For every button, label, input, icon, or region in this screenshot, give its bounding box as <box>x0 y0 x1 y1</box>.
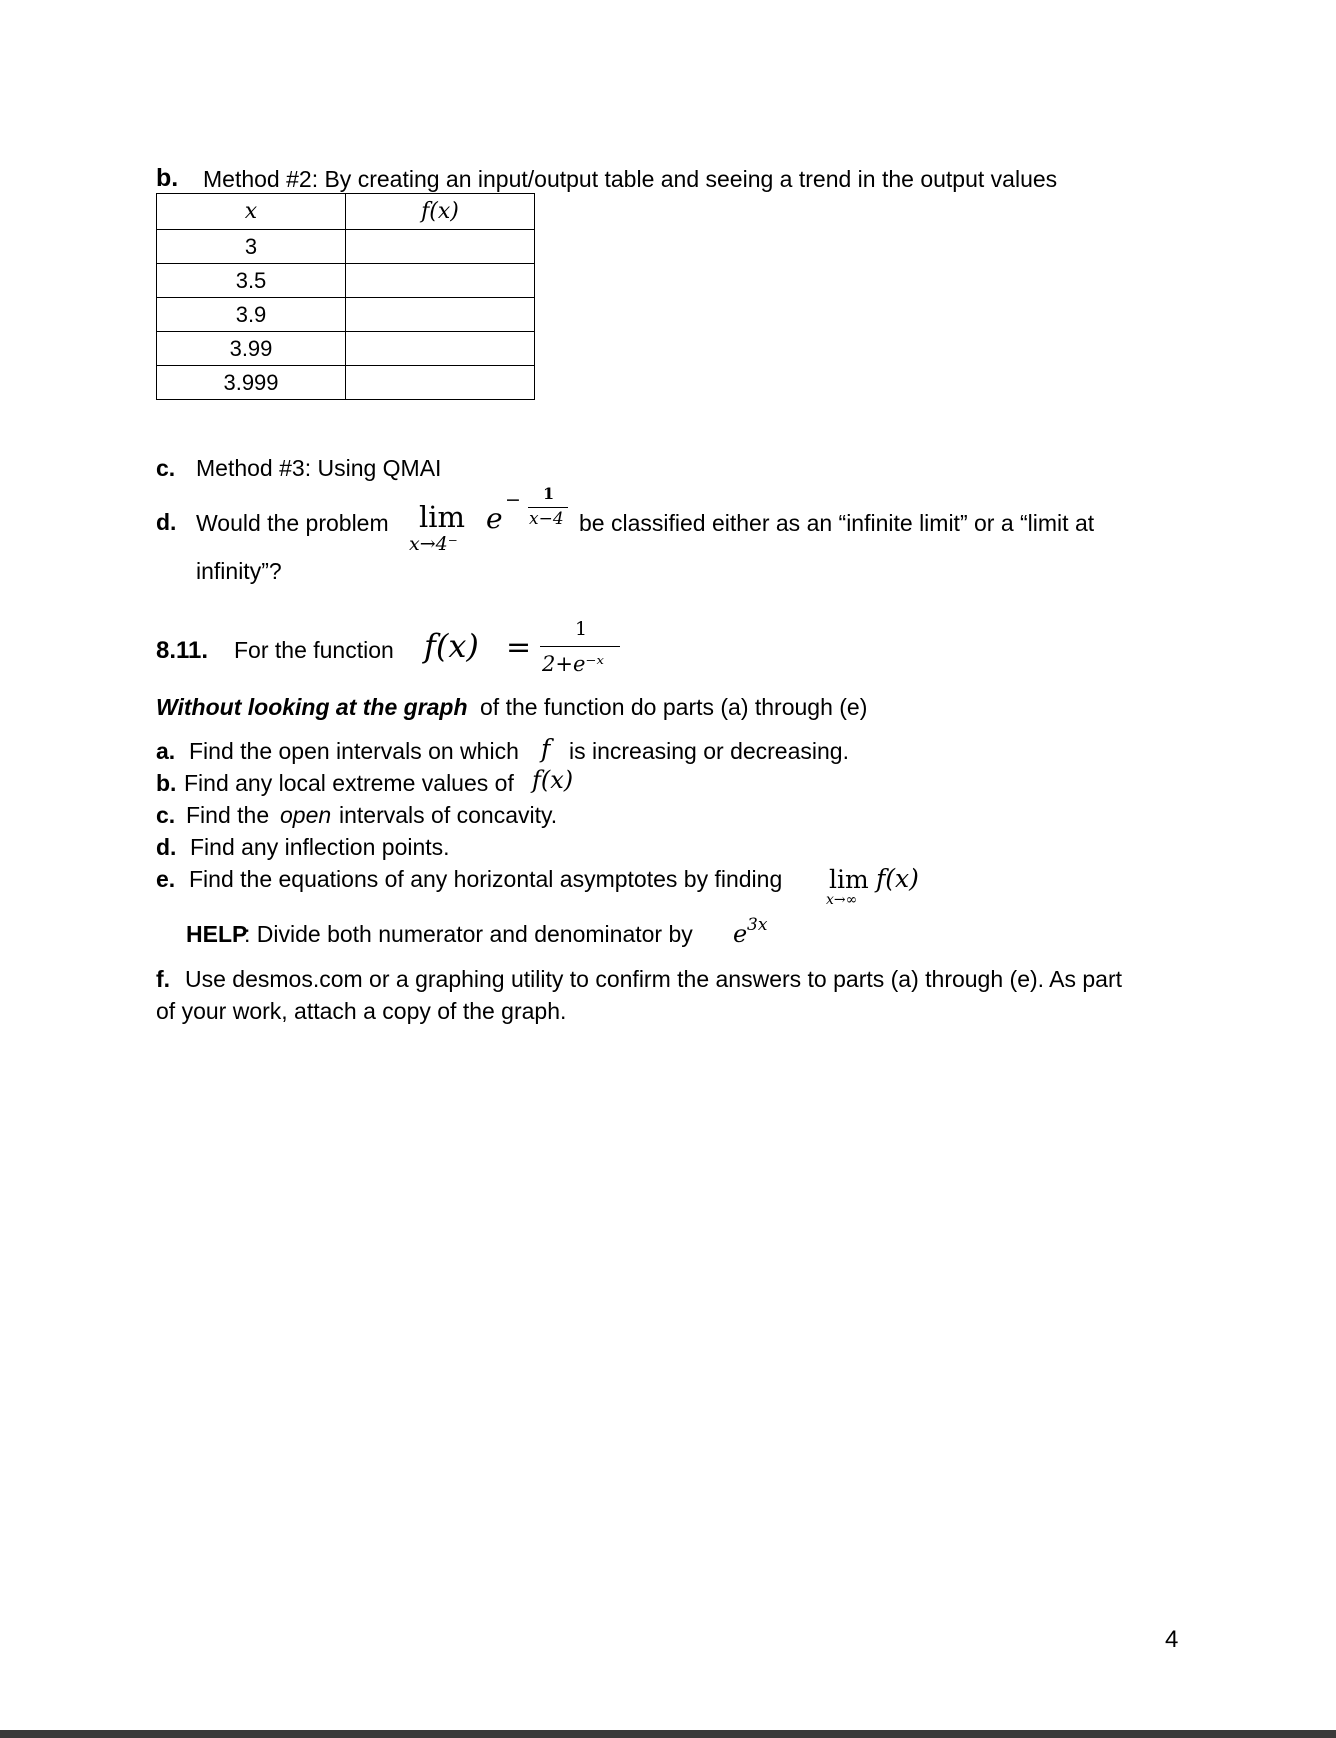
table-cell-fx[interactable] <box>346 264 535 298</box>
table-row <box>157 264 535 298</box>
help-text: : Divide both numerator and denominator by <box>244 921 693 947</box>
problem-number: 8.11. <box>156 637 209 664</box>
item-e-lim: lim <box>829 865 869 894</box>
item-e-subscript: x→∞ <box>826 892 858 908</box>
table-header-fx: f(x) <box>346 194 535 230</box>
problem-text: For the function <box>234 637 394 663</box>
fraction-numerator: 1 <box>575 618 588 640</box>
table-cell-x: 3.9 <box>157 298 346 332</box>
exp-denominator: x−4 <box>529 509 564 529</box>
item-e-label: e. <box>156 866 176 892</box>
help-exponent: 3x <box>747 915 768 935</box>
item-e-fx: f(x) <box>876 864 919 893</box>
table-row <box>157 298 535 332</box>
table-header-row <box>157 194 535 230</box>
item-c-label: c. <box>156 802 176 828</box>
item-c-open: open <box>280 802 332 828</box>
table-cell-x: 3.999 <box>157 366 346 400</box>
table-cell-fx[interactable] <box>346 366 535 400</box>
item-f-label: f. <box>156 966 171 992</box>
table-row <box>157 366 535 400</box>
exp-minus: − <box>505 489 521 511</box>
item-a-text2: is increasing or decreasing. <box>569 738 849 764</box>
table-cell-x: 3.99 <box>157 332 346 366</box>
item-e-text: Find the equations of any horizontal asymptotes by finding <box>189 866 783 892</box>
part-c-text: Method #3: Using QMAI <box>196 455 442 481</box>
item-a-text1: Find the open intervals on which <box>189 738 519 764</box>
part-b-label: b. <box>156 164 179 192</box>
item-f-line2: of your work, attach a copy of the graph. <box>156 998 567 1024</box>
instruction-bold: Without looking at the graph <box>156 694 468 720</box>
table-header-x: x <box>157 194 346 230</box>
input-output-table <box>156 193 535 400</box>
part-b-text: Method #2: By creating an input/output table and seeing a trend in the output values <box>203 166 1058 192</box>
page-number: 4 <box>1165 1626 1179 1653</box>
limit-subscript: x→4⁻ <box>409 533 458 555</box>
exp-fraction-bar <box>528 507 568 508</box>
part-d-text-before: Would the problem <box>196 510 389 536</box>
fraction-denominator: 2+e⁻ˣ <box>542 652 604 676</box>
bottom-bar <box>0 1730 1336 1738</box>
help-base: e <box>733 920 748 948</box>
table-cell-fx[interactable] <box>346 230 535 264</box>
table-cell-fx[interactable] <box>346 332 535 366</box>
item-d-label: d. <box>156 834 177 860</box>
part-d-text-after: be classified either as an “infinite limit” or a “limit at <box>579 510 1095 536</box>
equals-sign: = <box>506 630 532 665</box>
limit-symbol: lim <box>419 500 466 534</box>
item-b-fx: f(x) <box>532 766 574 794</box>
item-c-text2: intervals of concavity. <box>339 802 558 828</box>
fraction-bar <box>540 646 620 647</box>
exp-base: e <box>486 502 503 535</box>
part-d-label: d. <box>156 509 177 535</box>
help-label: HELP <box>186 921 248 947</box>
item-f-line1: Use desmos.com or a graphing utility to confirm the answers to parts (a) through (e). As part <box>185 966 1123 992</box>
table-cell-fx[interactable] <box>346 298 535 332</box>
item-b-label: b. <box>156 770 177 796</box>
table-row <box>157 332 535 366</box>
function-fx: f(x) <box>424 627 479 665</box>
item-a-label: a. <box>156 738 176 764</box>
table-cell-x: 3 <box>157 230 346 264</box>
item-d-text: Find any inflection points. <box>190 834 450 860</box>
item-b-text: Find any local extreme values of <box>184 770 514 796</box>
instruction-rest: of the function do parts (a) through (e) <box>480 694 868 720</box>
part-c-label: c. <box>156 455 176 481</box>
table-cell-x: 3.5 <box>157 264 346 298</box>
table-row <box>157 230 535 264</box>
item-a-f: f <box>541 734 551 763</box>
item-c-text1: Find the <box>186 802 270 828</box>
part-d-text-line2: infinity”? <box>196 558 282 584</box>
exp-numerator: 1 <box>543 484 555 503</box>
